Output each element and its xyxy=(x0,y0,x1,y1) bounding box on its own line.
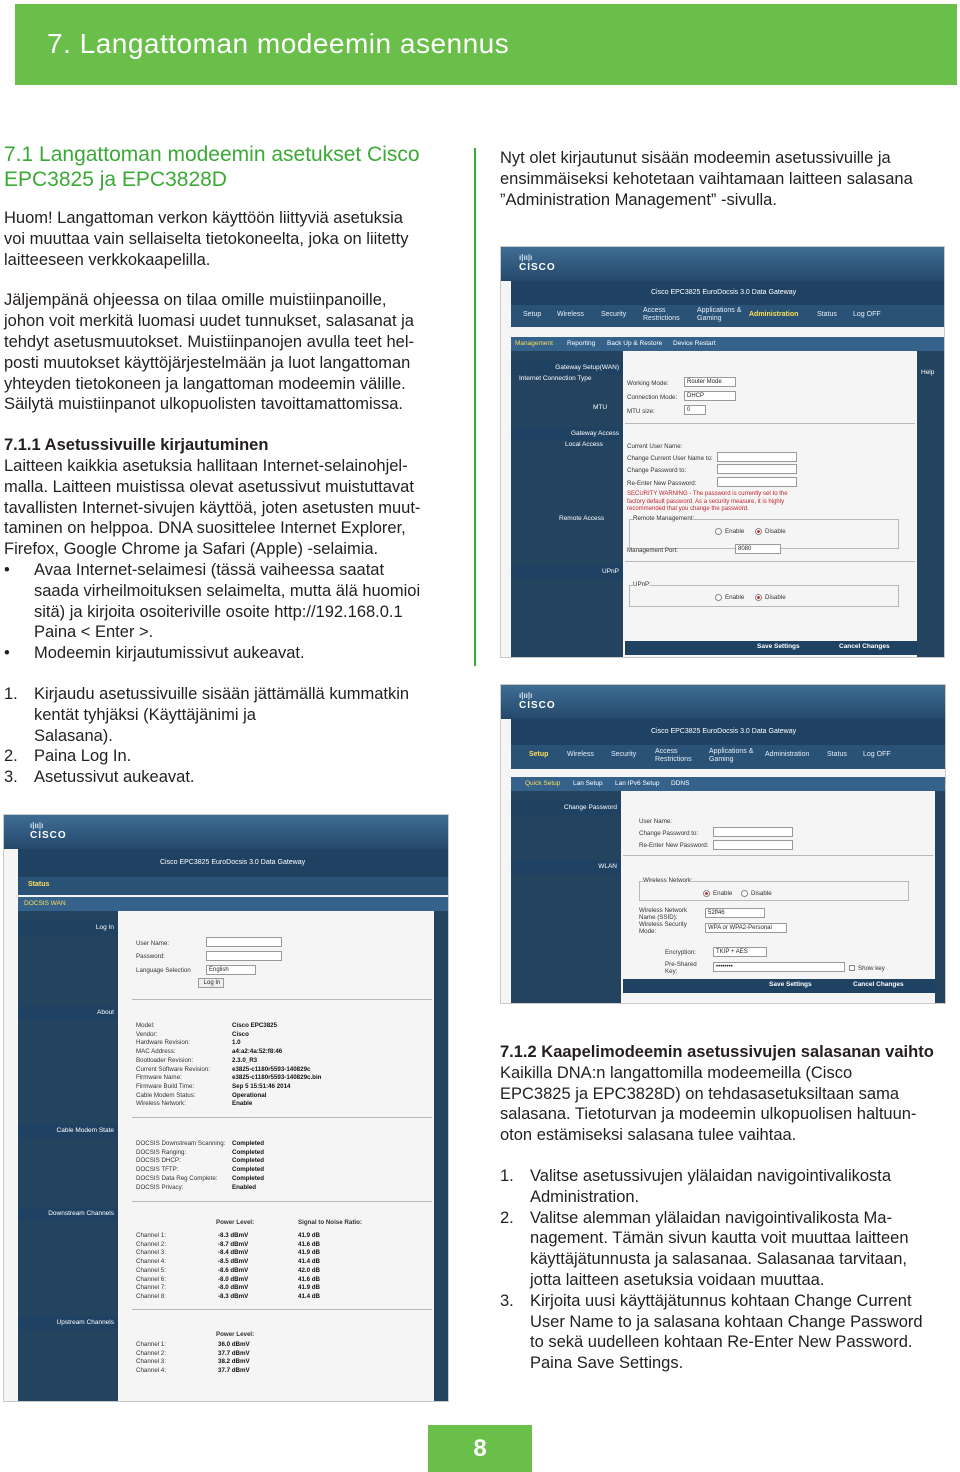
login-line: tavallisten Internet-sivujen käyttöä, joten asetusten muut- xyxy=(4,498,421,517)
sub-heading-login: 7.1.1 Asetussivuille kirjautuminen xyxy=(4,436,269,455)
notes-para xyxy=(4,290,454,415)
step-marker: 2. xyxy=(500,1208,514,1227)
cm-key: DOCSIS Downstream Scanning: xyxy=(136,1140,226,1147)
nav-logoff[interactable]: Log OFF xyxy=(863,751,891,758)
cm-key: DOCSIS DHCP: xyxy=(136,1157,181,1165)
downstream-channel: Channel 7: xyxy=(136,1284,166,1292)
about-value: Cisco xyxy=(232,1030,249,1038)
upstream-power: 38.2 dBmV xyxy=(218,1358,250,1366)
nav-setup[interactable]: Setup xyxy=(523,311,542,318)
downstream-channel: Channel 4: xyxy=(136,1258,166,1266)
right-intro xyxy=(500,148,955,210)
about-key: Current Software Revision: xyxy=(136,1065,210,1073)
screenshot-admin-management xyxy=(500,246,945,658)
bullet-line: Avaa Internet-selaimesi (tässä vaiheessa saatat xyxy=(34,560,385,579)
bullet-line: Modeemin kirjautumissivut aukeavat. xyxy=(34,644,305,663)
cisco-header xyxy=(501,247,944,281)
remote-access-label: Remote Access xyxy=(559,515,605,522)
intro-line: Nyt olet kirjautunut sisään modeemin asetussivuille ja xyxy=(500,149,891,167)
nav-status[interactable]: Status xyxy=(827,751,847,758)
cm-key: DOCSIS Privacy: xyxy=(136,1183,184,1191)
login-password-label: Password: xyxy=(136,953,165,960)
sub-nav xyxy=(511,337,944,351)
reenter-password-input[interactable] xyxy=(717,477,797,487)
downstream-power: -8.3 dBmV xyxy=(218,1292,249,1300)
local-access-label: Local Access xyxy=(565,441,603,448)
about-value: 2.3.0_R3 xyxy=(232,1056,258,1064)
downstream-snr: 41.9 dB xyxy=(298,1284,321,1292)
pre-shared-key-label: Pre-Shared Key: xyxy=(665,961,697,975)
nav-logoff[interactable]: Log OFF xyxy=(853,311,881,318)
notes-line: tehdyt asetusmuutokset. Muistiinpanojen avulla teet hel- xyxy=(4,332,414,351)
change-password-label: Change Password to: xyxy=(627,467,687,474)
downstream-snr: 41.4 dB xyxy=(298,1292,321,1300)
subnav-ddns[interactable]: DDNS xyxy=(671,780,690,787)
nav-administration[interactable]: Administration xyxy=(765,751,810,758)
subnav-backup-restore[interactable]: Back Up & Restore xyxy=(607,340,663,347)
user-name-label: User Name: xyxy=(639,818,673,825)
about-value: 1.0 xyxy=(232,1039,241,1047)
button-bar xyxy=(625,641,917,655)
encryption-select[interactable]: TKIP + AES xyxy=(713,947,767,957)
nav-applications-gaming[interactable]: Applications & Gaming xyxy=(709,748,754,763)
management-port-label: Management Port: xyxy=(627,547,678,554)
device-title: Cisco EPC3825 EuroDocsis 3.0 Data Gateway xyxy=(511,281,944,305)
reenter-password-label: Re-Enter New Password: xyxy=(639,842,709,849)
downstream-power: -8.7 dBmV xyxy=(218,1240,249,1248)
login-line: malla. Laitteen muistissa olevat asetussivut muistuttavat xyxy=(4,477,414,496)
downstream-channel: Channel 6: xyxy=(136,1275,166,1283)
mtu-size-label: MTU size: xyxy=(627,408,655,415)
about-key: Vendor: xyxy=(136,1030,158,1038)
bullet-line: Paina < Enter >. xyxy=(34,623,154,642)
about-value: Enable xyxy=(232,1100,253,1108)
login-user-label: User Name: xyxy=(136,940,170,947)
downstream-power: -8.6 dBmV xyxy=(218,1266,249,1274)
wireless-disable-radio[interactable]: Disable xyxy=(741,890,772,897)
downstream-snr: 41.4 dB xyxy=(298,1258,321,1266)
nav-setup[interactable]: Setup xyxy=(529,751,549,758)
step-item xyxy=(4,746,454,767)
encryption-label: Encryption: xyxy=(665,949,696,956)
cisco-logo: ı|ıı|ı CISCO xyxy=(519,691,556,711)
notes-line: yhteyden tietokoneen ja langattoman modeemin välille. xyxy=(4,374,406,393)
about-value: a4:a2:4a:52:f8:46 xyxy=(232,1048,283,1056)
subnav-device-restart[interactable]: Device Restart xyxy=(673,340,716,347)
help-panel xyxy=(917,351,945,658)
current-user-label: Current User Name: xyxy=(627,443,683,450)
security-warning: SECURITY WARNING - The password is currently set to the factory default password. As a security measure, it is highly recommended that you change the password. xyxy=(627,491,788,512)
screenshot-status-login xyxy=(3,814,449,1402)
step-line: kentät tyhjäksi (Käyttäjänimi ja xyxy=(34,705,256,724)
right-panel xyxy=(434,911,449,1402)
left-column xyxy=(4,142,454,788)
remote-enable-radio[interactable]: Enable xyxy=(715,528,744,535)
login-user-input[interactable] xyxy=(206,937,282,947)
nav-status[interactable]: Status xyxy=(28,881,50,888)
reenter-password-label: Re-Enter New Password: xyxy=(627,480,697,487)
connection-mode-select[interactable]: DHCP xyxy=(684,391,736,401)
bullet-line: sitä) ja kirjoita osoiteriville osoite http://192.168.0.1 xyxy=(34,602,403,621)
change-password-input[interactable] xyxy=(717,464,797,474)
nav-wireless[interactable]: Wireless xyxy=(567,751,594,758)
upstream-channel: Channel 3: xyxy=(136,1358,166,1366)
show-key-checkbox[interactable]: Show key xyxy=(849,965,885,972)
main-nav xyxy=(511,305,944,327)
screenshot-quick-setup xyxy=(500,684,946,1004)
cm-key: DOCSIS Data Reg Complete: xyxy=(136,1174,218,1182)
about-key: Hardware Revision: xyxy=(136,1039,190,1047)
ssid-input[interactable]: 52ff46 xyxy=(705,908,765,918)
upstream-power: 37.7 dBmV xyxy=(218,1367,250,1375)
column-divider xyxy=(474,148,476,666)
cm-value: Completed xyxy=(232,1140,264,1147)
subnav-quick-setup[interactable]: Quick Setup xyxy=(525,780,561,787)
security-mode-select[interactable]: WPA or WPA2-Personal xyxy=(705,923,787,933)
step-line: käyttäjätunnusta ja salasanaa. Salasanaa tarvitaan, xyxy=(530,1250,908,1269)
downstream-power: -8.4 dBmV xyxy=(218,1249,249,1257)
login-line: Firefox, Google Chrome ja Safari (Apple) -selaimia. xyxy=(4,540,379,559)
login-para xyxy=(4,456,454,560)
security-mode-label: Wireless Security Mode: xyxy=(639,921,687,935)
upnp-label: UPnP: xyxy=(633,581,651,588)
section-login: Log In xyxy=(18,921,118,935)
about-key: Firmware Name: xyxy=(136,1074,182,1082)
about-value: e3825-c1180r5593-140829c xyxy=(232,1065,311,1073)
para-line: Kaikilla DNA:n langattomilla modeemeilla (Cisco xyxy=(500,1063,853,1082)
reenter-password-input[interactable] xyxy=(713,840,793,850)
step-item xyxy=(500,1208,955,1291)
sub-nav xyxy=(18,897,448,911)
bullet-item xyxy=(4,643,454,664)
section-downstream: Downstream Channels xyxy=(18,1207,118,1221)
downstream-power: -8.3 dBmV xyxy=(218,1232,249,1239)
downstream-snr: 41.6 dB xyxy=(298,1240,321,1248)
login-line: Laitteen kaikkia asetuksia hallitaan Internet-selainohjel- xyxy=(4,456,408,475)
remote-management-label: Remote Management: xyxy=(633,515,695,522)
about-key: Cable Modem Status: xyxy=(136,1091,196,1099)
downstream-channel: Channel 1: xyxy=(136,1232,166,1239)
nav-applications-gaming[interactable]: Applications & Gaming xyxy=(697,307,742,322)
cancel-changes-button[interactable]: Cancel Changes xyxy=(839,643,890,650)
step-line: Kirjaudu asetussivuille sisään jättämällä kummatkin xyxy=(34,684,410,703)
button-bar xyxy=(623,979,935,993)
mtu-size-input[interactable]: 0 xyxy=(684,405,706,415)
downstream-channel: Channel 8: xyxy=(136,1292,166,1300)
change-password-input[interactable] xyxy=(713,827,793,837)
device-title: Cisco EPC3825 EuroDocsis 3.0 Data Gateway xyxy=(18,849,448,877)
step-line: nagement. Tämän sivun kautta voit muuttaa laitteen xyxy=(530,1229,909,1248)
cm-value: Completed xyxy=(232,1166,264,1174)
pre-shared-key-input[interactable]: •••••••• xyxy=(713,962,845,972)
wan-side-label: Internet Connection Type xyxy=(519,375,592,382)
side-panel xyxy=(511,791,621,1004)
section-cable-modem-state: Cable Modem State xyxy=(18,1124,118,1138)
step-line: Salasana). xyxy=(34,726,113,745)
help-link[interactable]: Help xyxy=(921,369,935,376)
bullet-marker: • xyxy=(4,644,10,663)
step-item xyxy=(4,767,454,788)
step-item xyxy=(500,1166,955,1208)
section-change-password: Change Password xyxy=(511,801,621,815)
nav-access-restrictions[interactable]: Access Restrictions xyxy=(643,307,680,322)
change-password-label: Change Password to: xyxy=(639,830,699,837)
downstream-power: -8.0 dBmV xyxy=(218,1284,249,1292)
nav-security[interactable]: Security xyxy=(601,311,627,318)
about-key: Wireless Network: xyxy=(136,1100,186,1108)
remote-disable-radio[interactable]: Disable xyxy=(755,528,786,535)
cisco-header xyxy=(501,685,945,719)
notes-line: Jäljempänä ohjeessa on tilaa omille muistiinpanoille, xyxy=(4,291,387,310)
section-gateway-access: Gateway Access xyxy=(511,427,623,441)
nav-status[interactable]: Status xyxy=(817,311,837,318)
step-line: Valitse alemman ylälaidan navigointivalikosta Ma- xyxy=(530,1208,892,1227)
downstream-channel: Channel 3: xyxy=(136,1249,166,1257)
about-key: Firmware Build Time: xyxy=(136,1082,195,1090)
upstream-channel: Channel 2: xyxy=(136,1349,166,1357)
cisco-logo: ı|ıı|ı CISCO xyxy=(519,253,556,273)
ssid-label: Wireless Network Name (SSID): xyxy=(639,907,688,921)
main-nav xyxy=(511,745,945,769)
cisco-logo: ı|ıı|ı CISCO xyxy=(30,821,67,841)
page-number: 8 xyxy=(473,1435,487,1462)
separator xyxy=(132,1201,432,1202)
device-title: Cisco EPC3825 EuroDocsis 3.0 Data Gateway xyxy=(511,719,945,745)
wireless-enable-radio[interactable]: Enable xyxy=(703,890,732,897)
page-title: 7. Langattoman modeemin asennus xyxy=(47,28,510,59)
step-line: to sekä uudelleen kohtaan Re-Enter New Password. xyxy=(530,1333,913,1352)
step-line: Administration. xyxy=(530,1187,640,1206)
right-panel xyxy=(935,791,946,1004)
change-user-input[interactable] xyxy=(717,452,797,462)
downstream-snr: 41.9 dB xyxy=(298,1249,321,1257)
upstream-channel: Channel 1: xyxy=(136,1341,166,1348)
nav-access-restrictions[interactable]: Access Restrictions xyxy=(655,748,692,763)
header-bar xyxy=(15,4,957,85)
wireless-network-label: Wireless Network: xyxy=(643,877,693,884)
about-value: Cisco EPC3825 xyxy=(232,1022,278,1029)
section-about: About xyxy=(18,1006,118,1020)
mtu-side-label: MTU xyxy=(593,404,608,411)
upstream-power: 36.0 dBmV xyxy=(218,1341,250,1348)
side-panel xyxy=(511,351,623,658)
subnav-docsis-wan[interactable]: DOCSIS WAN xyxy=(24,900,66,907)
upnp-enable-radio[interactable]: Enable xyxy=(715,594,744,601)
subnav-lan-setup[interactable]: Lan Setup xyxy=(573,780,603,787)
downstream-power: -8.0 dBmV xyxy=(218,1275,249,1283)
para-line: EPC3825 ja EPC3828D) on tehdasasetuksiltaan sama xyxy=(500,1084,899,1103)
upstream-power: 37.7 dBmV xyxy=(218,1349,250,1357)
section-wan: Gateway Setup(WAN) xyxy=(511,361,623,375)
cm-value: Completed xyxy=(232,1148,264,1156)
notes-line: johon voit merkitä luomasi uudet tunnukset, salasanat ja xyxy=(4,312,414,331)
downstream-channel: Channel 5: xyxy=(136,1266,166,1274)
step-item xyxy=(500,1291,955,1374)
cm-value: Completed xyxy=(232,1157,264,1165)
nav-wireless[interactable]: Wireless xyxy=(557,311,584,318)
language-select[interactable]: English xyxy=(206,965,256,975)
nav-security[interactable]: Security xyxy=(611,751,637,758)
downstream-channel: Channel 2: xyxy=(136,1240,166,1248)
page-number-bar xyxy=(428,1425,532,1472)
about-value: Operational xyxy=(232,1091,267,1099)
step-marker: 1. xyxy=(500,1166,514,1185)
step-line: Kirjoita uusi käyttäjätunnus kohtaan Change Current xyxy=(530,1291,912,1310)
cisco-header xyxy=(4,815,448,849)
step-line: jotta laitteen asetuksia voidaan muuttaa. xyxy=(530,1270,825,1289)
sub-nav xyxy=(511,777,945,791)
about-key: Bootloader Revision: xyxy=(136,1056,194,1064)
working-mode-select[interactable]: Router Mode xyxy=(684,377,736,387)
step-line: Paina Save Settings. xyxy=(530,1354,684,1373)
para-line: salasana. Tietoturvan ja modeemin ulkopuolisen haltuun- xyxy=(500,1105,917,1124)
sub-heading-password: 7.1.2 Kaapelimodeemin asetussivujen salasanan vaihto xyxy=(500,1043,934,1061)
subnav-management[interactable]: Management xyxy=(515,340,553,347)
cm-key: DOCSIS TFTP: xyxy=(136,1166,179,1174)
note-line: voi muuttaa vain sellaiselta tietokoneelta, joka on liitetty xyxy=(4,229,409,248)
about-key: Model: xyxy=(136,1022,155,1029)
cancel-changes-button[interactable]: Cancel Changes xyxy=(853,981,904,988)
separator xyxy=(623,855,933,856)
step-marker: 3. xyxy=(4,768,18,787)
connection-mode-label: Connection Mode: xyxy=(627,394,678,401)
upstream-channel: Channel 4: xyxy=(136,1367,166,1375)
downstream-power-header: Power Level: xyxy=(216,1219,255,1226)
save-settings-button[interactable]: Save Settings xyxy=(769,981,812,988)
section-upstream: Upstream Channels xyxy=(18,1316,118,1330)
step-marker: 2. xyxy=(4,747,18,766)
section-wlan: WLAN xyxy=(511,860,621,874)
note-line: Huom! Langattoman verkon käyttöön liittyviä asetuksia xyxy=(4,209,403,227)
management-port-input[interactable]: 8080 xyxy=(735,544,781,554)
separator xyxy=(132,999,432,1000)
save-settings-button[interactable]: Save Settings xyxy=(757,643,800,650)
separator xyxy=(132,1309,432,1310)
login-line: taminen on helppoa. DNA suosittelee Internet Explorer, xyxy=(4,519,406,538)
working-mode-label: Working Mode: xyxy=(627,380,669,387)
step-item xyxy=(4,684,454,746)
about-value: e3825-c1180r5593-140829c.bin xyxy=(232,1074,322,1082)
step-line: Asetussivut aukeavat. xyxy=(34,768,195,787)
separator xyxy=(132,1117,432,1118)
downstream-snr-header: Signal to Noise Ratio: xyxy=(298,1219,362,1226)
section-upnp: UPnP xyxy=(511,565,623,579)
step-line: User Name to ja salasana kohtaan Change Password xyxy=(530,1312,923,1331)
downstream-power: -8.5 dBmV xyxy=(218,1258,249,1266)
cm-key: DOCSIS Ranging: xyxy=(136,1148,187,1156)
downstream-snr: 42.0 dB xyxy=(298,1266,321,1274)
subnav-reporting[interactable]: Reporting xyxy=(567,340,596,347)
note-para xyxy=(4,208,454,270)
right-bottom xyxy=(500,1042,955,1374)
downstream-snr: 41.6 dB xyxy=(298,1275,321,1283)
login-button[interactable]: Log In xyxy=(198,978,224,988)
step-marker: 1. xyxy=(4,684,18,703)
main-nav xyxy=(18,877,448,895)
cm-value: Enabled xyxy=(232,1183,257,1191)
intro-line: ”Administration Management” -sivulla. xyxy=(500,190,777,209)
language-label: Language Selection xyxy=(136,967,191,974)
note-line: laitteeseen verkkokaapelilla. xyxy=(4,250,211,269)
downstream-snr: 41.9 dB xyxy=(298,1232,321,1239)
nav-administration[interactable]: Administration xyxy=(749,311,799,318)
step-marker: 3. xyxy=(500,1291,514,1310)
separator xyxy=(625,561,915,562)
bullet-marker: • xyxy=(4,560,10,579)
step-line: Paina Log In. xyxy=(34,747,132,766)
step-line: Valitse asetussivujen ylälaidan navigointivalikosta xyxy=(530,1166,892,1185)
about-value: Sep 5 15:51:46 2014 xyxy=(232,1082,291,1090)
upstream-power-header: Power Level: xyxy=(216,1331,255,1338)
change-user-label: Change Current User Name to: xyxy=(627,455,713,462)
upnp-disable-radio[interactable]: Disable xyxy=(755,594,786,601)
login-password-input[interactable] xyxy=(206,951,282,961)
cm-value: Completed xyxy=(232,1174,264,1182)
notes-line: Säilytä muistiinpanot ulkopuolisten tavoittamattomissa. xyxy=(4,395,403,414)
wireless-network-box xyxy=(639,881,909,901)
notes-line: posti muutokset käyttöjärjestelmään ja luot langattoman xyxy=(4,353,411,372)
bullet-item xyxy=(4,560,454,643)
about-key: MAC Address: xyxy=(136,1048,176,1056)
section-heading: 7.1 Langattoman modeemin asetukset Cisco EPC3825 ja EPC3828D xyxy=(4,143,420,191)
bullet-line: saada virheilmoituksen selaimelta, mutta älä huomioi xyxy=(34,581,421,600)
separator xyxy=(625,423,915,424)
subnav-lan-ipv6-setup[interactable]: Lan IPv6 Setup xyxy=(615,780,660,787)
intro-line: ensimmäiseksi kehotetaan vaihtamaan laitteen salasana xyxy=(500,169,913,188)
para-line: oton estämiseksi salasana tulee vaihtaa. xyxy=(500,1126,797,1145)
